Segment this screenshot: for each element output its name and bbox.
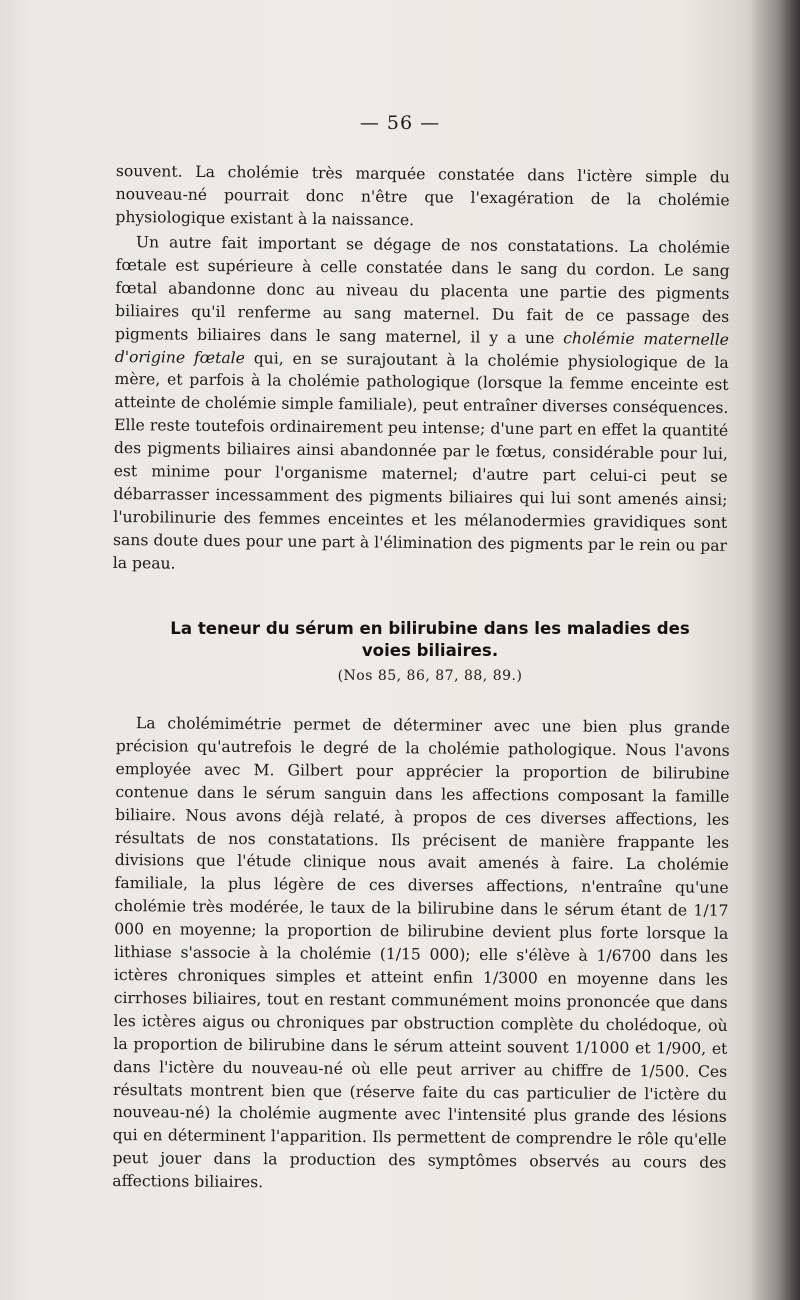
section-references: (Nos 85, 86, 87, 88, 89.)	[337, 668, 523, 684]
page-number: — 56 —	[359, 112, 441, 134]
paragraph-1-text: souvent. La cholémie très marquée constatée dans l'ictère simple du nouveau-né pourrait donc n'être que l'exagération de la cholémie physiologique existant à la naissance.	[115, 161, 730, 229]
paragraph-2-emphasis: cholémie maternelle d'origine fœtale	[114, 328, 730, 367]
paragraph-foetal-cholemia	[113, 231, 730, 580]
paragraph-continuation	[115, 160, 730, 235]
paragraph-cholemimetry	[112, 712, 730, 1198]
section-title: La teneur du sérum en bilirubine dans les maladies des voies biliaires.	[170, 619, 690, 660]
paragraph-2-text-before: Un autre fait important se dégage de nos constatations. La cholémie fœtale est supérieure à celle constatée dans le sang du cordon. Le sang fœtal abandonne donc au niveau du placenta une partie des pigments biliaires qu'il renferme au sang maternel. Du fait de ce passage des pigments biliaires dans le sang maternel, il y a une	[114, 233, 730, 347]
paragraph-3-text: La cholémimétrie permet de déterminer avec une bien plus grande précision qu'autrefois le degré de la cholémie pathologique. Nous l'avons employée avec M. Gilbert pour apprécier la proportion de bilirubine contenue dans le sérum sanguin dans les affections composant la famille biliaire. Nous avons déjà relaté, à propos de ces diverses affections, les résultats de nos constatations. Ils précisent de manière frappante les divisions que l'étude clinique nous avait amenés à faire. La cholémie familiale, la plus légère de ces diverses affections, n'entraîne qu'une cholémie très modérée, le taux de la bilirubine dans le sérum étant de 1/17 000 en moyenne; la proportion de bilirubine devient plus forte lorsque la lithiase s'associe à la cholémie (1/15 000); elle s'élève à 1/6700 dans les ictères chroniques simples et atteint enfin 1/3000 en moyenne dans les cirrhoses biliaires, tout en restant communément moins prononcée que dans les ictères aigus ou chroniques par obstruction complète du cholédoque, où la proportion de bilirubine dans le sérum atteint souvent 1/1000 et 1/900, et dans l'ictère du nouveau-né où elle peut arriver au chiffre de 1/500. Ces résultats montrent bien que (réserve faite du cas particulier de l'ictère du nouveau-né) la cholémie augmente avec l'intensité plus grande des lésions qui en déterminent l'apparition. Ils permettent de comprendre le rôle qu'elle peut jouer dans la production des symptômes observés au cours des affections biliaires.	[112, 714, 730, 1192]
paragraph-2-text-after: qui, en se surajoutant à la cholémie physiologique de la mère, et parfois à la cholémie pathologique (lorsque la femme enceinte est atteinte de cholémie simple familiale), peut entraîner diverses conséquences. Elle reste toutefois ordinairement peu intense; d'une part en effet la quantité des pigments biliaires ainsi abandonnée par le fœtus, considérable pour lui, est minime pour l'organisme maternel; d'autre part celui-ci peut se débarrasser incessamment des pigments biliaires qui lui sont amenés ainsi; l'urobilinurie des femmes enceintes et les mélanodermies gravidiques sont sans doute dues pour une part à l'élimination des pigments par le rein ou par la peau.	[112, 348, 729, 573]
